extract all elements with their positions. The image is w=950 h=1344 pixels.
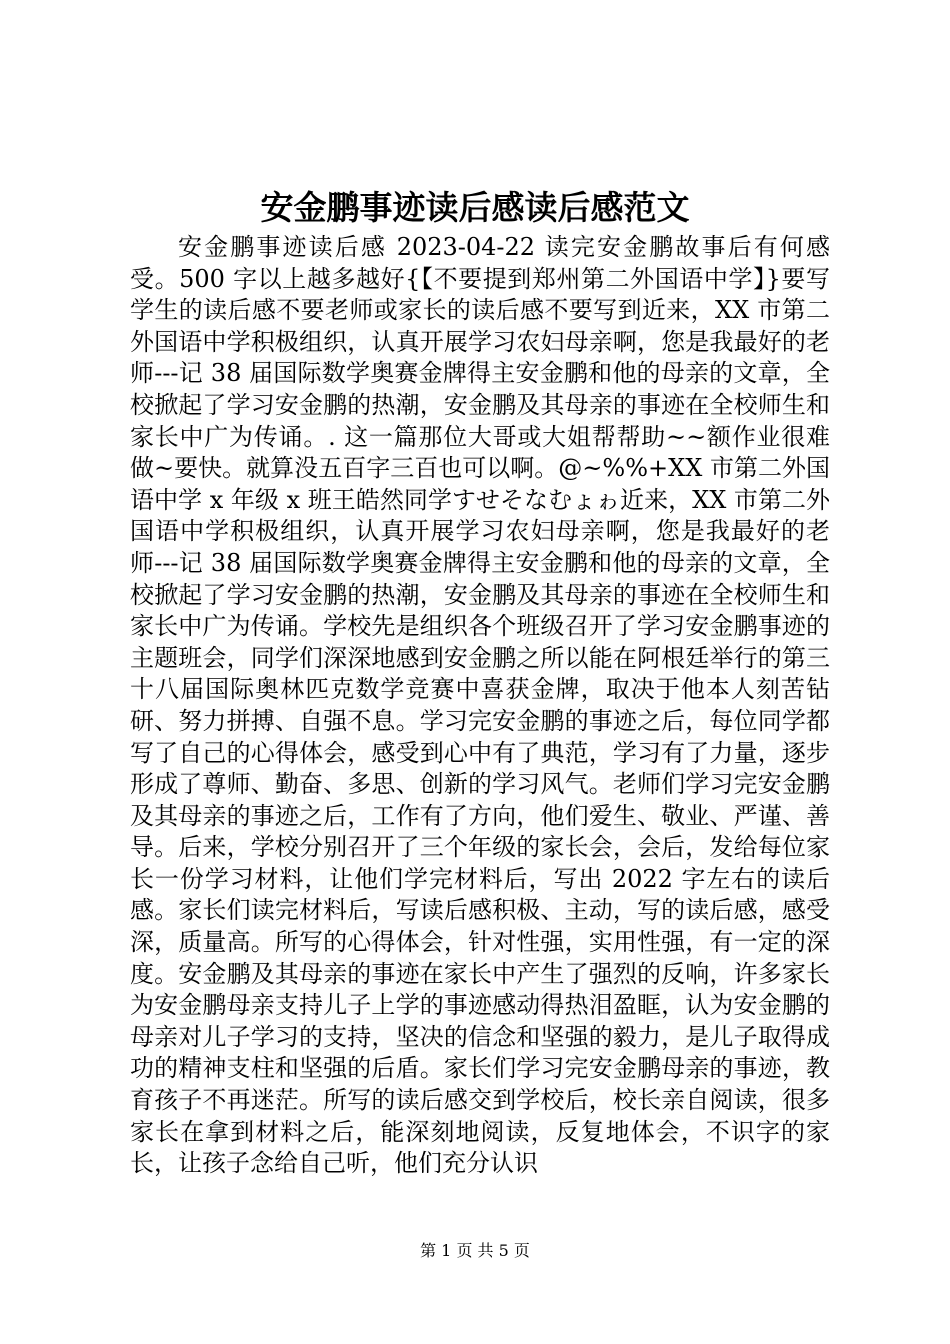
page-indicator: 第 1 页 共 5 页 xyxy=(420,1241,530,1260)
document-title: 安金鹏事迹读后感读后感范文 xyxy=(260,188,690,227)
body-paragraph: 安金鹏事迹读后感 2023-04-22 读完安金鹏故事后有何感受。500 字以上越多越好{【不要提到郑州第二外国语中学】}要写学生的读后感不要老师或家长的读后感不要写到近来，XX 市第二外国语中学积极组织，认真开展学习农妇母亲啊，您是我最好的老师---记 38 届国际数学奥赛金牌得主安金鹏和他的母亲的文章，全校掀起了学习安金鹏的热潮，安金鹏及其母亲的事迹在全校师生和家长中广为传诵。. 这一篇那位大哥或大姐帮帮助~~额作业很难做~要快。就算没五百字三百也可以啊。@~%%+XX 市第二外国语中学 x 年级 x 班王皓然同学すせそなむょゎ近来，XX 市第二外国语中学积极组织，认真开展学习农妇母亲啊，您是我最好的老师---记 38 届国际数学奥赛金牌得主安金鹏和他的母亲的文章，全校掀起了学习安金鹏的热潮，安金鹏及其母亲的事迹在全校师生和家长中广为传诵。学校先是组织各个班级召开了学习安金鹏事迹的主题班会，同学们深深地感到安金鹏之所以能在阿根廷举行的第三十八届国际奥林匹克数学竞赛中喜获金牌，取决于他本人刻苦钻研、努力拼搏、自强不息。学习完安金鹏的事迹之后，每位同学都写了自己的心得体会，感受到心中有了典范，学习有了力量，逐步形成了尊师、勤奋、多思、创新的学习风气。老师们学习完安金鹏及其母亲的事迹之后，工作有了方向，他们爱生、敬业、严谨、善导。后来，学校分别召开了三个年级的家长会，会后，发给每位家长一份学习材料，让他们学完材料后，写出 2022 字左右的读后感。家长们读完材料后，写读后感积极、主动，写的读后感，感受深，质量高。所写的心得体会，针对性强，实用性强，有一定的深度。安金鹏及其母亲的事迹在家长中产生了强烈的反响，许多家长为安金鹏母亲支持儿子上学的事迹感动得热泪盈眶，认为安金鹏的母亲对儿子学习的支持，坚决的信念和坚强的毅力，是儿子取得成功的精神支柱和坚强的后盾。家长们学习完安金鹏母亲的事迹，教育孩子不再迷茫。所写的读后感交到学校后，校长亲自阅读，很多家长在拿到材料之后，能深刻地阅读，反复地体会，不识字的家长，让孩子念给自己听，他们充分认识 xyxy=(130,233,830,1178)
